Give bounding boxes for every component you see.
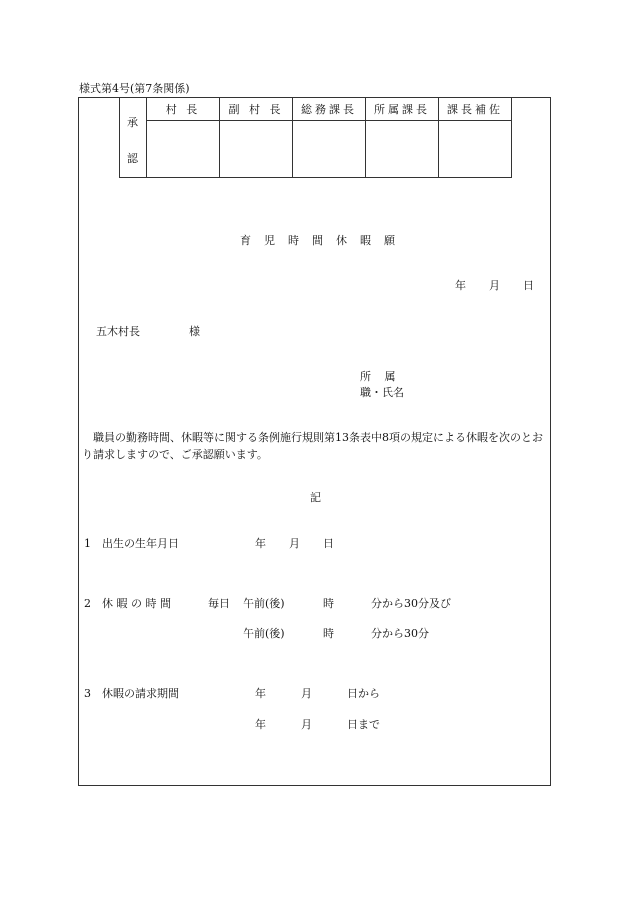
stamp-box-village-chief[interactable] <box>147 121 220 178</box>
request-paragraph: 職員の勤務時間、休暇等に関する条例施行規則第13条表中8項の規定による休暇を次のとおり請求しますので、ご承認願います。 <box>82 431 543 461</box>
stamp-box-section-chief[interactable] <box>366 121 439 178</box>
period-to-year: 年 <box>255 718 266 731</box>
item-1-label: 出生の生年月日 <box>102 537 179 550</box>
period-to-day: 日まで <box>347 718 380 731</box>
form-title: 育児時間休暇願 <box>240 234 408 247</box>
date-month-label: 月 <box>489 279 500 292</box>
honorific: 様 <box>189 325 200 338</box>
approval-side-label <box>120 98 147 178</box>
approval-header-deputy-chief: 副 村 長 <box>220 98 293 121</box>
approval-side-char-1: 承 <box>127 116 138 129</box>
stamp-box-deputy-chief[interactable] <box>220 121 293 178</box>
hour-label-2: 時 <box>323 627 334 640</box>
approval-table <box>119 97 512 178</box>
period-from-day: 日から <box>347 687 380 700</box>
period-to-month: 月 <box>301 718 312 731</box>
approval-header-village-chief: 村 長 <box>147 98 220 121</box>
birth-year-label: 年 <box>255 537 266 550</box>
date-year-label: 年 <box>455 279 466 292</box>
name-label: 職・氏名 <box>360 386 404 399</box>
addressee: 五木村長 <box>96 325 140 338</box>
birth-month-label: 月 <box>289 537 300 550</box>
stamp-box-assistant-chief[interactable] <box>439 121 512 178</box>
item-3-label: 休暇の請求期間 <box>102 687 179 700</box>
approval-side-char-2: 認 <box>127 152 138 165</box>
affiliation-label: 所 属 <box>360 370 396 383</box>
item-2-number: 2 <box>84 597 91 610</box>
ampm-label-2: 午前(後) <box>243 627 285 640</box>
date-day-label: 日 <box>523 279 534 292</box>
approval-header-section-chief: 所属課長 <box>366 98 439 121</box>
every-day-label: 毎日 <box>208 597 230 610</box>
approval-header-general-affairs: 総務課長 <box>293 98 366 121</box>
hour-label-1: 時 <box>323 597 334 610</box>
approval-header-assistant-chief: 課長補佐 <box>439 98 512 121</box>
ampm-label-1: 午前(後) <box>243 597 285 610</box>
item-2-label: 休 暇 の 時 間 <box>102 597 171 610</box>
item-3-number: 3 <box>84 687 91 700</box>
minute-text-2: 分から30分 <box>371 627 429 640</box>
item-1-number: 1 <box>84 537 91 550</box>
record-heading: 記 <box>310 491 321 504</box>
form-number: 様式第4号(第7条関係) <box>79 82 190 95</box>
birth-day-label: 日 <box>323 537 334 550</box>
period-from-month: 月 <box>301 687 312 700</box>
period-from-year: 年 <box>255 687 266 700</box>
minute-text-1: 分から30分及び <box>371 597 451 610</box>
stamp-box-general-affairs[interactable] <box>293 121 366 178</box>
